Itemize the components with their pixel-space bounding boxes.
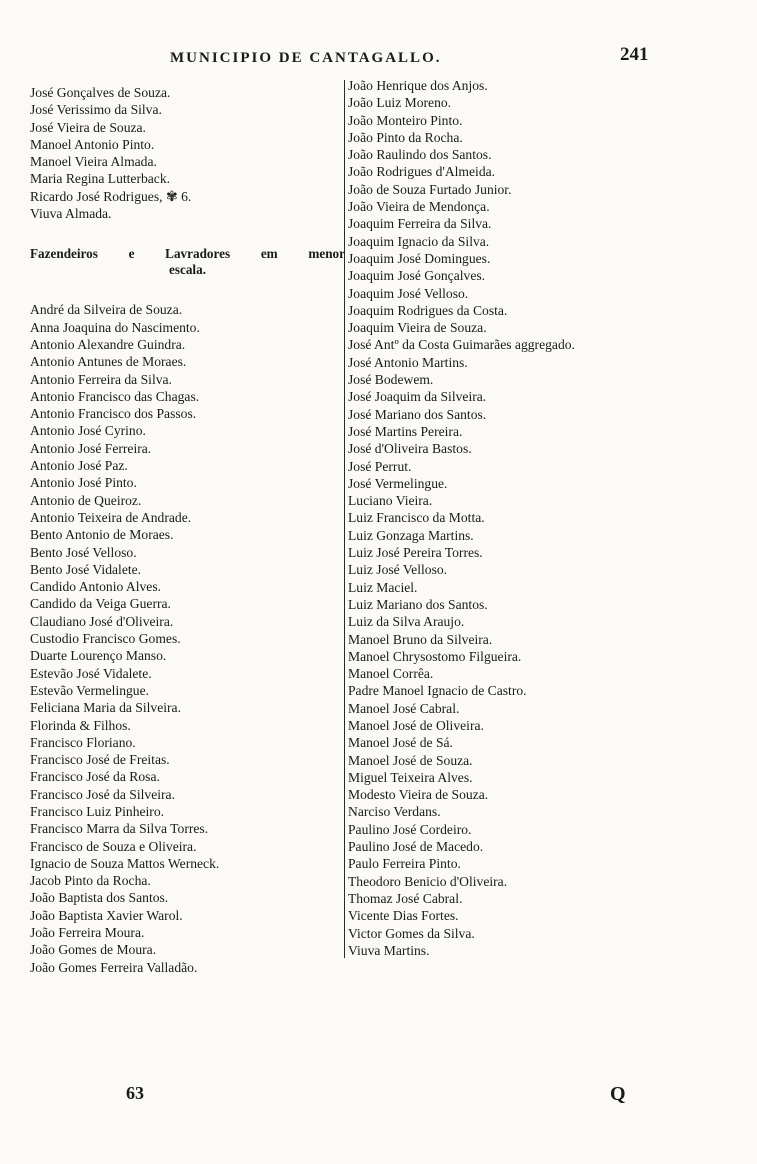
list-item: Victor Gomes da Silva. xyxy=(348,925,475,941)
list-item: José Mariano dos Santos. xyxy=(348,406,487,422)
list-item: Viuva Almada. xyxy=(30,206,112,222)
list-item: José Verissimo da Silva. xyxy=(30,102,162,118)
list-item: Miguel Teixeira Alves. xyxy=(348,769,473,785)
list-item: Manoel Antonio Pinto. xyxy=(30,136,155,152)
list-item: Thomaz José Cabral. xyxy=(348,890,463,906)
list-item: José Antº da Costa Guimarães aggregado. xyxy=(348,337,575,353)
list-item: José Vieira de Souza. xyxy=(30,119,146,135)
list-item: José Martins Pereira. xyxy=(348,423,463,439)
page-number: 241 xyxy=(620,44,649,65)
list-item: Joaquim José Domingues. xyxy=(348,250,491,266)
list-item: Luiz José Velloso. xyxy=(348,562,448,578)
list-item: João Baptista dos Santos. xyxy=(30,890,169,906)
list-item: João Luiz Moreno. xyxy=(348,95,452,111)
list-item: Luiz da Silva Araujo. xyxy=(348,614,465,630)
list-item: Candido da Veiga Guerra. xyxy=(30,596,171,612)
list-item: Estevão Vermelingue. xyxy=(30,682,150,698)
list-item: Paulo Ferreira Pinto. xyxy=(348,856,461,872)
list-item: Antonio de Queiroz. xyxy=(30,492,142,508)
list-item: João de Souza Furtado Junior. xyxy=(348,181,512,197)
page-header-title: MUNICIPIO DE CANTAGALLO. xyxy=(170,50,442,66)
list-item: José d'Oliveira Bastos. xyxy=(348,441,472,457)
list-item: Antonio José Pinto. xyxy=(30,475,137,491)
list-item: Manoel José Cabral. xyxy=(348,700,460,716)
list-item: Joaquim Rodrigues da Costa. xyxy=(348,302,508,318)
decoration-suffix: 6. xyxy=(181,188,192,204)
list-item: Jacob Pinto da Rocha. xyxy=(30,873,151,889)
list-item: Maria Regina Lutterback. xyxy=(30,171,171,187)
list-item: Francisco Floriano. xyxy=(30,734,136,750)
list-item: Antonio Francisco das Chagas. xyxy=(30,388,200,404)
section-heading-line2: escala. xyxy=(169,262,206,278)
list-item: Luiz Gonzaga Martins. xyxy=(348,527,474,543)
list-item: José Bodewem. xyxy=(348,372,434,388)
list-item: José Vermelingue. xyxy=(348,475,448,491)
list-item: Feliciana Maria da Silveira. xyxy=(30,700,181,716)
right-entries-list xyxy=(348,77,748,959)
list-item: André da Silveira de Souza. xyxy=(30,302,183,318)
list-item: Padre Manoel Ignacio de Castro. xyxy=(348,683,527,699)
list-item: Antonio José Paz. xyxy=(30,458,128,474)
list-item: Viuva Martins. xyxy=(348,942,430,958)
list-item: Theodoro Benicio d'Oliveira. xyxy=(348,873,508,889)
list-item: Luciano Vieira. xyxy=(348,493,433,509)
right-column xyxy=(348,77,748,959)
list-item: José Perrut. xyxy=(348,458,412,474)
list-item: Antonio Francisco dos Passos. xyxy=(30,406,197,422)
list-item: João Raulindo dos Santos. xyxy=(348,147,492,163)
list-item: João Baptista Xavier Warol. xyxy=(30,907,183,923)
section-heading xyxy=(30,246,345,278)
list-item: Francisco José da Silveira. xyxy=(30,786,175,802)
list-item: Ignacio de Souza Mattos Werneck. xyxy=(30,855,220,871)
list-item: Manoel José de Souza. xyxy=(348,752,473,768)
list-item: Joaquim Ignacio da Silva. xyxy=(348,233,490,249)
list-item: Bento Antonio de Moraes. xyxy=(30,527,174,543)
left-column xyxy=(30,84,345,976)
list-item-with-decoration xyxy=(30,188,345,205)
list-item: Joaquim José Velloso. xyxy=(348,285,469,301)
list-item: Manoel José de Sá. xyxy=(348,735,453,751)
list-item: Claudiano José d'Oliveira. xyxy=(30,613,174,629)
signature-mark: 63 xyxy=(126,1083,144,1103)
list-item: Florinda & Filhos. xyxy=(30,717,131,733)
list-item: João Ferreira Moura. xyxy=(30,925,145,941)
list-item: João Monteiro Pinto. xyxy=(348,112,463,128)
list-item: João Gomes Ferreira Valladão. xyxy=(30,959,198,975)
list-item: Luiz Maciel. xyxy=(348,579,418,595)
list-item: Antonio José Ferreira. xyxy=(30,440,152,456)
list-item: João Pinto da Rocha. xyxy=(348,129,463,145)
list-item: Manoel Chrysostomo Filgueira. xyxy=(348,648,522,664)
list-item: Duarte Lourenço Manso. xyxy=(30,648,167,664)
list-item: João Rodrigues d'Almeida. xyxy=(348,164,496,180)
list-item: Paulino José de Macedo. xyxy=(348,839,484,855)
list-item: João Gomes de Moura. xyxy=(30,942,157,958)
list-item: Joaquim José Gonçalves. xyxy=(348,268,486,284)
list-item: Luiz Francisco da Motta. xyxy=(348,510,485,526)
list-item: Francisco José da Rosa. xyxy=(30,769,160,785)
list-item: Manoel Bruno da Silveira. xyxy=(348,631,493,647)
list-item: Luiz Mariano dos Santos. xyxy=(348,596,488,612)
list-item: José Joaquim da Silveira. xyxy=(348,389,487,405)
list-item: Anna Joaquina do Nascimento. xyxy=(30,319,200,335)
list-item: Francisco Luiz Pinheiro. xyxy=(30,803,165,819)
list-item: João Vieira de Mendonça. xyxy=(348,199,490,215)
list-item: Luiz José Pereira Torres. xyxy=(348,545,483,561)
list-item: Francisco Marra da Silva Torres. xyxy=(30,821,209,837)
list-item: José Antonio Martins. xyxy=(348,354,468,370)
list-item: Antonio Ferreira da Silva. xyxy=(30,371,172,387)
list-item: João Henrique dos Anjos. xyxy=(348,78,488,93)
list-item: Joaquim Ferreira da Silva. xyxy=(348,216,492,232)
list-item: Narciso Verdans. xyxy=(348,804,441,820)
list-item: Francisco José de Freitas. xyxy=(30,752,170,768)
gathering-letter: Q xyxy=(610,1083,626,1105)
list-item: Modesto Vieira de Souza. xyxy=(348,787,489,803)
list-item: Antonio Teixeira de Andrade. xyxy=(30,509,192,525)
section-heading-line1: Fazendeiros e Lavradores em menor xyxy=(30,246,345,262)
list-item: Estevão José Vidalete. xyxy=(30,665,152,681)
list-item: Manoel Vieira Almada. xyxy=(30,154,157,170)
list-item: Manoel José de Oliveira. xyxy=(348,717,484,733)
list-item-text: Ricardo José Rodrigues, xyxy=(30,188,163,204)
list-item: Antonio Antunes de Moraes. xyxy=(30,354,187,370)
left-entries-list xyxy=(30,301,345,976)
list-item: Candido Antonio Alves. xyxy=(30,579,162,595)
list-item: Joaquim Vieira de Souza. xyxy=(348,320,487,336)
list-item: Manoel Corrêa. xyxy=(348,666,434,682)
list-item: Bento José Velloso. xyxy=(30,544,137,560)
list-item: Antonio José Cyrino. xyxy=(30,423,146,439)
list-item: Custodio Francisco Gomes. xyxy=(30,631,181,647)
order-decoration-icon: ✾ xyxy=(165,189,178,205)
list-item: Antonio Alexandre Guindra. xyxy=(30,336,186,352)
list-item: Bento José Vidalete. xyxy=(30,561,142,577)
list-item: José Gonçalves de Souza. xyxy=(30,85,171,100)
list-item: Paulino José Cordeiro. xyxy=(348,821,472,837)
list-item: Vicente Dias Fortes. xyxy=(348,908,459,924)
list-item: Francisco de Souza e Oliveira. xyxy=(30,838,197,854)
